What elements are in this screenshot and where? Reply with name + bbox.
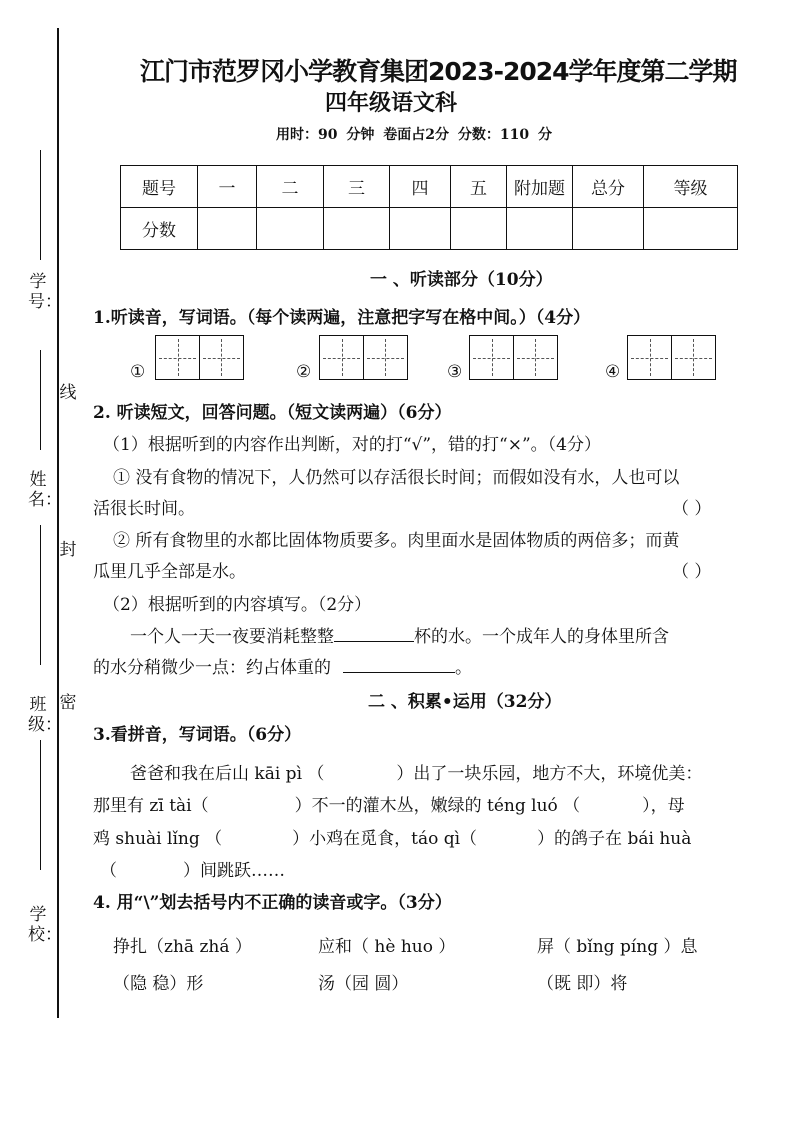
question-2: 2. 听读短文，回答问题。（短文读两遍）（6分） [93,403,452,423]
writing-grid-3[interactable] [469,335,558,380]
score-row-label: 分数 [121,208,198,250]
pinyin-text: ），母 [642,796,685,816]
grid-cell[interactable] [627,335,672,380]
statement-1-line-1: ① 没有食物的情况下，人仍然可以存活很长时间；而假如没有水，人也可以 [113,468,680,488]
pinyin-line-2 [93,791,685,816]
pinyin-text: ）间跳跃…… [183,861,285,881]
exam-title: 江门市范罗冈小学教育集团2023-2024学年度第二学期 [140,57,737,86]
student-id-line-2 [40,350,41,450]
fill-text: 杯的水。一个成年人的身体里所含 [414,627,669,647]
grid-cell[interactable] [363,335,408,380]
fill-blank-2[interactable] [343,656,455,673]
pinyin-text: ）小鸡在觅食，táo qì（ [292,829,478,849]
grid-cell[interactable] [469,335,514,380]
header-cell: 二 [257,166,324,208]
choice-item[interactable]: 汤（园 圆） [318,974,409,994]
pinyin-text: 鸡 shuài lǐng （ [93,829,223,849]
fill-text: 的水分稍微少一点：约占体重的 [93,658,331,678]
dense-mark: 密 [59,693,77,713]
writing-grid-4[interactable] [627,335,716,380]
grid-cell[interactable] [319,335,364,380]
choice-item[interactable]: 挣扎（zhā zhá ） [113,937,252,957]
pinyin-text: ）的鸽子在 bái huà [537,829,692,849]
header-cell: 四 [390,166,451,208]
score-cell[interactable] [451,208,507,250]
statement-2-line-1: ② 所有食物里的水都比固体物质要多。肉里面水是固体物质的两倍多；而黄 [113,531,680,551]
score-table-header-row [121,166,738,208]
score-cell[interactable] [573,208,644,250]
exam-meta: 用时：90 分钟 卷面占2分 分数：110 分 [276,127,552,143]
seal-mark: 封 [59,540,77,560]
choice-item[interactable]: 应和（ hè huo ） [318,937,456,957]
question-2-part-1: （1）根据听到的内容作出判断，对的打“√”，错的打“×”。（4分） [103,435,601,455]
header-cell: 三 [324,166,390,208]
score-cell[interactable] [507,208,573,250]
grid-cell[interactable] [155,335,200,380]
pinyin-text: ）出了一块乐园，地方不大，环境优美： [396,764,703,784]
header-cell: 一 [198,166,257,208]
name-line [40,525,41,665]
writing-grid-1[interactable] [155,335,244,380]
fill-text: 一个人一天一夜要消耗整整 [130,627,334,647]
name-label: 姓名： [28,470,62,510]
question-3: 3.看拼音，写词语。（6分） [93,725,302,745]
fill-line-1 [130,622,669,647]
score-table [120,165,738,250]
fill-text: 。 [455,658,472,678]
question-4: 4. 用“\”划去括号内不正确的读音或字。（3分） [93,893,452,913]
choice-item[interactable]: 屏（ bǐng píng ）息 [537,937,698,957]
grid-cell[interactable] [199,335,244,380]
score-cell[interactable] [390,208,451,250]
choice-item[interactable]: （既 即）将 [537,974,628,994]
class-line [40,740,41,870]
grid-marker-4: ④ [605,362,621,382]
question-1: 1.听读音，写词语。（每个读两遍，注意把字写在格中间。）（4分） [93,308,591,328]
statement-1-answer[interactable]: （ ） [672,499,712,519]
statement-2-answer[interactable]: （ ） [672,562,712,582]
fill-line-2 [93,653,472,678]
score-table-score-row [121,208,738,250]
pinyin-line-4 [100,856,285,881]
grid-marker-2: ② [296,362,312,382]
pinyin-text: 那里有 zī tài（ [93,796,209,816]
school-label: 学校： [28,905,62,945]
score-cell[interactable] [198,208,257,250]
pinyin-text: 爸爸和我在后山 kāi pì （ [130,764,325,784]
fill-blank-1[interactable] [334,625,414,642]
student-id-label: 学号： [28,272,62,312]
pinyin-line-1 [130,759,702,784]
binding-line [57,28,59,1018]
grid-cell[interactable] [513,335,558,380]
score-cell[interactable] [257,208,324,250]
question-2-part-2: （2）根据听到的内容填写。（2分） [103,595,372,615]
statement-2-line-2: 瓜里几乎全部是水。 [93,562,246,582]
header-cell: 等级 [644,166,738,208]
grid-marker-3: ③ [447,362,463,382]
header-cell: 五 [451,166,507,208]
pinyin-text: （ [100,861,117,881]
section1-title: 一 、听读部分（10分） [370,270,553,290]
writing-grid-2[interactable] [319,335,408,380]
score-cell[interactable] [644,208,738,250]
line-mark: 线 [59,383,77,403]
exam-subtitle: 四年级语文科 [325,91,458,116]
class-label: 班级： [28,695,62,735]
section2-title: 二 、积累•运用（32分） [368,692,562,712]
score-cell[interactable] [324,208,390,250]
student-id-line [40,150,41,260]
header-cell: 附加题 [507,166,573,208]
header-cell: 总分 [573,166,644,208]
pinyin-text: ）不一的灌木丛，嫩绿的 téng luó （ [294,796,581,816]
statement-1-line-2: 活很长时间。 [93,499,195,519]
pinyin-line-3 [93,824,691,849]
choice-item[interactable]: （隐 稳）形 [113,974,204,994]
grid-cell[interactable] [671,335,716,380]
header-cell: 题号 [121,166,198,208]
grid-marker-1: ① [130,362,146,382]
